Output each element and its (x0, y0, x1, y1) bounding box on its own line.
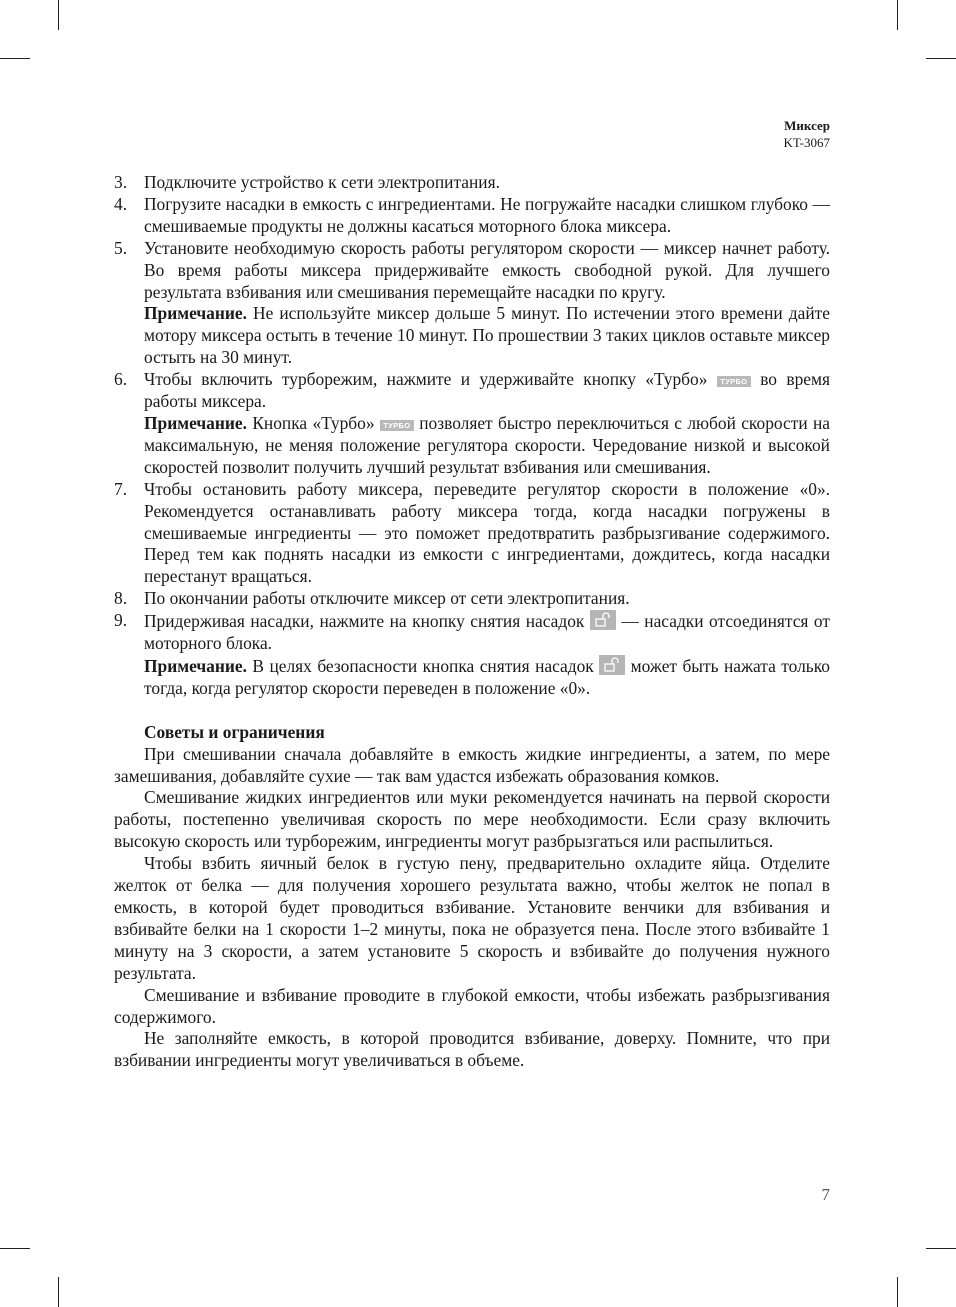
crop-mark-top-left-horizontal (0, 58, 30, 59)
step-7 (114, 479, 830, 589)
step-4 (114, 194, 830, 238)
crop-mark-bottom-right-vertical (897, 1277, 898, 1307)
step-number: 4. (114, 193, 128, 214)
step-number: 9. (114, 610, 128, 631)
step-number: 6. (114, 369, 128, 390)
step-text-before: Придерживая насадки, нажмите на кнопку снятия насадок (144, 611, 585, 632)
note-step-6 (114, 413, 830, 479)
header-model: KT-3067 (783, 135, 830, 150)
note-text-after: может быть нажата только тогда, когда регулятор скорости переведен в положение «0». (144, 655, 830, 698)
step-number: 7. (114, 478, 128, 499)
note-text-after: позволяет быстро переключиться с любой скорости на максимальную, не меняя положение регулятора скорости. Чередование низкой и высокой скоростей позволит получить лучший результат взбивания или смешивания. (144, 412, 830, 477)
step-number: 8. (114, 588, 128, 609)
step-5 (114, 238, 830, 304)
turbo-button-icon: ТУРБО (380, 420, 414, 431)
note-step-5 (114, 303, 830, 369)
step-number: 3. (114, 172, 128, 192)
note-text-before: В целях безопасности кнопка снятия насадок (252, 655, 594, 676)
step-text-after: во время работы миксера. (144, 369, 830, 412)
step-number: 5. (114, 237, 128, 258)
note-step-9 (114, 655, 830, 700)
step-8 (114, 588, 830, 610)
running-header (784, 117, 830, 151)
note-label: Примечание. (144, 303, 247, 324)
step-text: Подключите устройство к сети электропитания. (144, 172, 500, 192)
tips-paragraph: Смешивание жидких ингредиентов или муки рекомендуется начинать на первой скорости работы, постепенно увеличивая скорость по мере необходимости. Если сразу включить высокую скорость или турборежим, ингредиенты могут разбрызгаться или распылиться. (114, 787, 830, 852)
step-text: Установите необходимую скорость работы регулятором скорости — миксер начнет работу. Во время работы миксера придерживайте емкость свободной рукой. Для лучшего результата взбивания или смешивания перемещайте насадки по кругу. (144, 237, 830, 302)
crop-mark-bottom-right-horizontal (926, 1248, 956, 1249)
step-9 (114, 610, 830, 655)
crop-mark-top-left-vertical (58, 0, 59, 30)
unlock-icon (599, 655, 625, 675)
header-product: Миксер (784, 118, 830, 133)
page-body (114, 172, 830, 1072)
crop-mark-bottom-left-horizontal (0, 1248, 30, 1249)
step-text-before: Чтобы включить турборежим, нажмите и удерживайте кнопку «Турбо» (144, 369, 708, 390)
note-text-before: Кнопка «Турбо» (252, 412, 375, 433)
tips-paragraph: Смешивание и взбивание проводите в глубокой емкости, чтобы избежать разбрызгивания содержимого. (114, 984, 830, 1027)
step-text: Чтобы остановить работу миксера, переведите регулятор скорости в положение «0». Рекомендуется останавливать работу миксера тогда, когда насадки погружены в смешиваемые ингредиенты — это поможет предотвратить разбрызгивание содержимого. Перед тем как поднять насадки из емкости с ингредиентами, дождитесь, когда насадки перестанут вращаться. (144, 478, 830, 587)
note-label: Примечание. (144, 412, 247, 433)
step-text: Погрузите насадки в емкость с ингредиентами. Не погружайте насадки слишком глубоко — смешиваемые продукты не должны касаться моторного блока миксера. (144, 193, 830, 236)
tips-paragraph: Чтобы взбить яичный белок в густую пену, предварительно охладите яйца. Отделите желток от белка — для получения хорошего результата важно, чтобы желток не попал в емкость, в которой будет проводиться взбивание. Установите венчики для взбивания и взбивайте белки на 1 скорости 1–2 минуты, пока не образуется пена. После этого взбивайте 1 минуту на 3 скорости, а затем установите 5 скорость и взбивайте до получения нужного результата. (114, 853, 830, 983)
tips-heading: Советы и ограничения (144, 721, 325, 742)
step-text-after: — насадки отсоединятся от моторного блока. (144, 611, 830, 654)
note-label: Примечание. (144, 655, 247, 676)
tips-paragraph: Не заполняйте емкость, в которой проводится взбивание, доверху. Помните, что при взбивании ингредиенты могут увеличиваться в объеме. (114, 1028, 830, 1071)
step-3 (114, 172, 830, 194)
step-6 (114, 369, 830, 413)
note-text: Не используйте миксер дольше 5 минут. По истечении этого времени дайте мотору миксера остыть в течение 10 минут. По прошествии 3 таких циклов оставьте миксер остыть на 30 минут. (144, 303, 830, 368)
crop-mark-top-right-horizontal (926, 58, 956, 59)
tips-paragraph: При смешивании сначала добавляйте в емкость жидкие ингредиенты, а затем, по мере замешивания, добавляйте сухие — так вам удастся избежать образования комков. (114, 743, 830, 786)
crop-mark-bottom-left-vertical (58, 1277, 59, 1307)
crop-mark-top-right-vertical (897, 0, 898, 30)
page-number: 7 (821, 1185, 830, 1204)
turbo-button-icon: ТУРБО (717, 376, 751, 387)
unlock-icon (590, 610, 616, 630)
step-text: По окончании работы отключите миксер от сети электропитания. (144, 588, 630, 609)
